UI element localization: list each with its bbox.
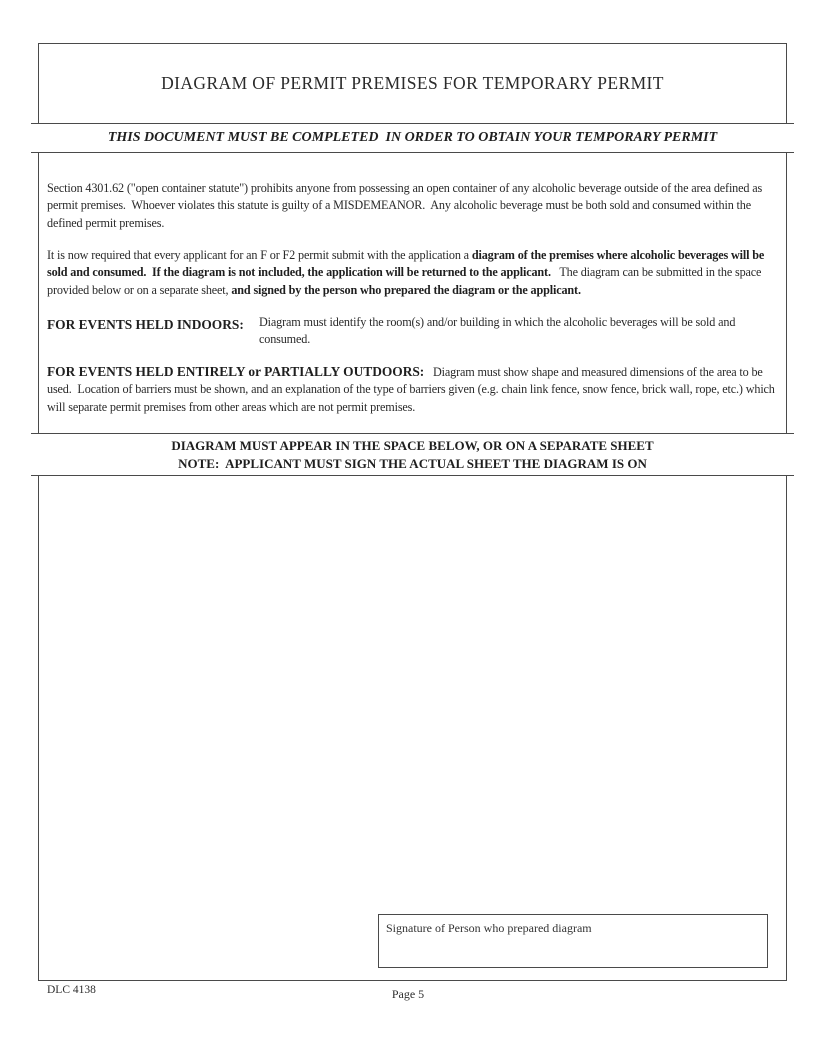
signature-box-label: Signature of Person who prepared diagram [386, 921, 592, 935]
page-title: DIAGRAM OF PERMIT PREMISES FOR TEMPORARY PERMIT [161, 72, 664, 93]
subtitle-bar [31, 123, 794, 153]
diagram-header-bar [31, 433, 794, 476]
subtitle-text: THIS DOCUMENT MUST BE COMPLETED IN ORDER TO OBTAIN YOUR TEMPORARY PERMIT [107, 130, 718, 145]
open-container-paragraph: Section 4301.62 ("open container statute") prohibits anyone from possessing an open container of any alcoholic beverage outside of the area defined as permit premises. Whoever violates this statute is guilty of a MISDEMEANOR. Any alcoholic beverage must be both sold and consumed within the defined permit premises. [47, 181, 765, 230]
diagram-drawing-area[interactable] [39, 477, 786, 980]
indoors-description: Diagram must identify the room(s) and/or building in which the alcoholic beverages will be sold and consumed. [259, 315, 739, 347]
signature-box[interactable] [378, 914, 768, 968]
requirement-paragraph: It is now required that every applicant for an F or F2 permit submit with the application a diagram of the premises where alcoholic beverages will be sold and consumed. If the diagram is not included, the application will be returned to the applicant. The diagram can be submitted in the space provided below or on a separate sheet, and signed by the person who prepared the diagram or the applicant. [47, 248, 768, 297]
indoors-label: FOR EVENTS HELD INDOORS: [47, 317, 244, 332]
form-number: DLC 4138 [47, 984, 96, 996]
diagram-header-line2: NOTE: APPLICANT MUST SIGN THE ACTUAL SHEET THE DIAGRAM IS ON [178, 455, 647, 471]
diagram-header-line1: DIAGRAM MUST APPEAR IN THE SPACE BELOW, OR ON A SEPARATE SHEET [171, 437, 654, 453]
page-number: Page 5 [391, 987, 425, 1001]
outdoors-paragraph: FOR EVENTS HELD ENTIRELY or PARTIALLY OUTDOORS: Diagram must show shape and measured dimensions of the area to be used. Location of barriers must be shown, and an explanation of the type of barriers given (e.g. chain link fence, snow fence, brick wall, rope, etc.) which will separate permit premises from other areas which are not permit premises. [47, 364, 778, 414]
title-section [38, 44, 787, 122]
